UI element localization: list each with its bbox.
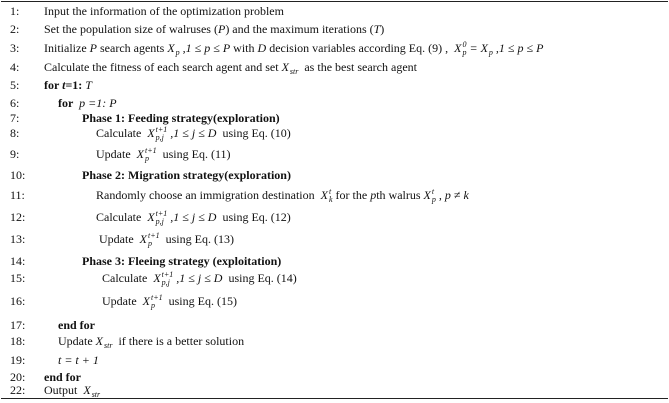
- line-content: [96, 126, 291, 142]
- algorithm-line: [0, 22, 669, 40]
- line-text: P: [89, 41, 97, 55]
- line-number: 18:: [10, 334, 26, 348]
- line-content: [96, 210, 291, 226]
- line-text: as the best search agent: [298, 60, 417, 74]
- line-text: T: [373, 22, 381, 36]
- line-content: [82, 254, 281, 268]
- math-expression: X t+1 p,j ,1 ≤ j ≤ D: [147, 209, 217, 227]
- line-number: 9:: [10, 147, 20, 161]
- line-text: Calculate: [96, 271, 154, 285]
- line-number: 22:: [10, 383, 26, 397]
- math-expression: X t+1 p: [136, 146, 157, 164]
- line-content: [96, 294, 237, 310]
- line-content: [44, 60, 417, 76]
- line-text: using Eq. (11): [156, 147, 231, 161]
- line-text: Initialize: [44, 41, 90, 55]
- algorithm-line: [0, 168, 669, 186]
- line-text: Phase 2: Migration strategy(exploration): [82, 168, 291, 182]
- math-expression: X t k: [320, 187, 333, 205]
- math-expression: X 0 p = X p ,1 ≤ p ≤ P: [454, 40, 544, 58]
- line-text: decision variables according Eq. (9) ,: [266, 41, 455, 55]
- line-number: 14:: [10, 254, 26, 268]
- line-number: 19:: [10, 353, 26, 367]
- line-content: [44, 370, 81, 384]
- math-expression: X p ,1 ≤ p ≤ P: [167, 41, 231, 58]
- line-number: 5:: [10, 78, 20, 92]
- algorithm-line: [0, 294, 669, 312]
- line-number: 7:: [10, 111, 20, 125]
- algorithm-line: [0, 188, 669, 206]
- algorithm-line: [0, 271, 669, 289]
- line-content: [58, 96, 117, 110]
- line-text: t: [62, 78, 66, 92]
- line-text: Phase 3: Fleeing strategy (exploitation): [82, 254, 282, 268]
- line-text: P: [217, 22, 226, 36]
- line-content: [44, 22, 384, 36]
- line-number: 10:: [10, 168, 26, 182]
- line-text: using Eq. (10): [216, 126, 291, 140]
- line-text: Input the information of the optimization problem: [44, 4, 284, 18]
- line-number: 12:: [10, 210, 26, 224]
- line-text: Randomly choose an immigration destination: [96, 188, 321, 202]
- algorithm-line: [0, 254, 669, 272]
- algorithm-line: [0, 4, 669, 22]
- math-expression: t = t + 1: [58, 353, 99, 367]
- math-expression: X str: [83, 383, 101, 400]
- line-number: 15:: [10, 271, 26, 285]
- line-text: p: [370, 188, 377, 202]
- line-content: [58, 353, 99, 367]
- line-text: Calculate the fitness of each search agent and set: [44, 60, 282, 74]
- math-expression: X t p , p ≠ k: [423, 187, 469, 205]
- line-text: Calculate: [96, 126, 148, 140]
- line-text: Calculate: [96, 210, 148, 224]
- line-text: search agents: [97, 41, 168, 55]
- line-text: Phase 1: Feeding strategy(exploration): [82, 111, 280, 125]
- line-text: Set the population size of walruses (: [44, 22, 218, 36]
- line-number: 2:: [10, 22, 20, 36]
- line-content: [82, 168, 291, 182]
- line-content: [82, 111, 280, 125]
- algorithm-line: [0, 232, 669, 250]
- line-content: [44, 78, 92, 92]
- line-text: using Eq. (14): [222, 271, 297, 285]
- line-content: [44, 383, 100, 399]
- line-number: 17:: [10, 318, 26, 332]
- math-expression: X t+1 p,j ,1 ≤ j ≤ D: [153, 270, 223, 288]
- math-expression: X str: [281, 60, 299, 77]
- line-text: Output: [44, 383, 84, 397]
- line-text: end for: [44, 370, 81, 384]
- line-text: end for: [58, 318, 95, 332]
- line-text: Update: [58, 334, 96, 348]
- line-number: 1:: [10, 4, 20, 18]
- line-content: [96, 188, 469, 204]
- algorithm-line: [0, 126, 669, 144]
- bottom-rule: [1, 398, 668, 399]
- line-content: [96, 147, 231, 163]
- math-expression: X t+1 p,j ,1 ≤ j ≤ D: [147, 125, 217, 143]
- line-text: using Eq. (13): [159, 232, 234, 246]
- line-text: with: [230, 41, 258, 55]
- algorithm-line: [0, 41, 669, 59]
- line-number: 6:: [10, 96, 20, 110]
- line-text: D: [257, 41, 267, 55]
- line-text: for: [44, 78, 63, 92]
- line-content: [96, 271, 297, 287]
- line-text: if there is a better solution: [112, 334, 245, 348]
- line-text: th walrus: [376, 188, 424, 202]
- line-number: 8:: [10, 126, 20, 140]
- top-rule: [1, 1, 668, 2]
- line-content: [44, 41, 543, 57]
- line-number: 16:: [10, 294, 26, 308]
- algorithm-line: [0, 60, 669, 78]
- line-content: [58, 334, 244, 350]
- line-number: 20:: [10, 370, 26, 384]
- line-text: T: [85, 78, 92, 92]
- algorithm-line: [0, 334, 669, 352]
- line-content: [58, 318, 95, 332]
- line-number: 3:: [10, 41, 20, 55]
- algorithm-line: [0, 78, 669, 96]
- line-text: ) and the maximum iterations (: [225, 22, 374, 36]
- algorithm-line: [0, 353, 669, 371]
- line-text: using Eq. (15): [162, 294, 237, 308]
- line-text: =1:: [65, 78, 86, 92]
- line-content: [96, 232, 234, 248]
- line-number: 11:: [10, 188, 25, 202]
- line-text: Update: [96, 147, 137, 161]
- math-expression: X t+1 p: [139, 231, 160, 249]
- line-text: for the: [332, 188, 371, 202]
- algorithm-line: [0, 210, 669, 228]
- line-text: ): [380, 22, 385, 36]
- math-expression: X t+1 p: [142, 293, 163, 311]
- line-text: using Eq. (12): [216, 210, 291, 224]
- line-number: 4:: [10, 60, 20, 74]
- line-content: [44, 4, 284, 18]
- line-text: for: [58, 96, 80, 110]
- line-text: Update: [96, 232, 140, 246]
- math-expression: p =1: P: [79, 96, 117, 110]
- line-text: Update: [96, 294, 143, 308]
- line-number: 13:: [10, 232, 26, 246]
- algorithm-line: [0, 147, 669, 165]
- math-expression: X str: [95, 334, 113, 351]
